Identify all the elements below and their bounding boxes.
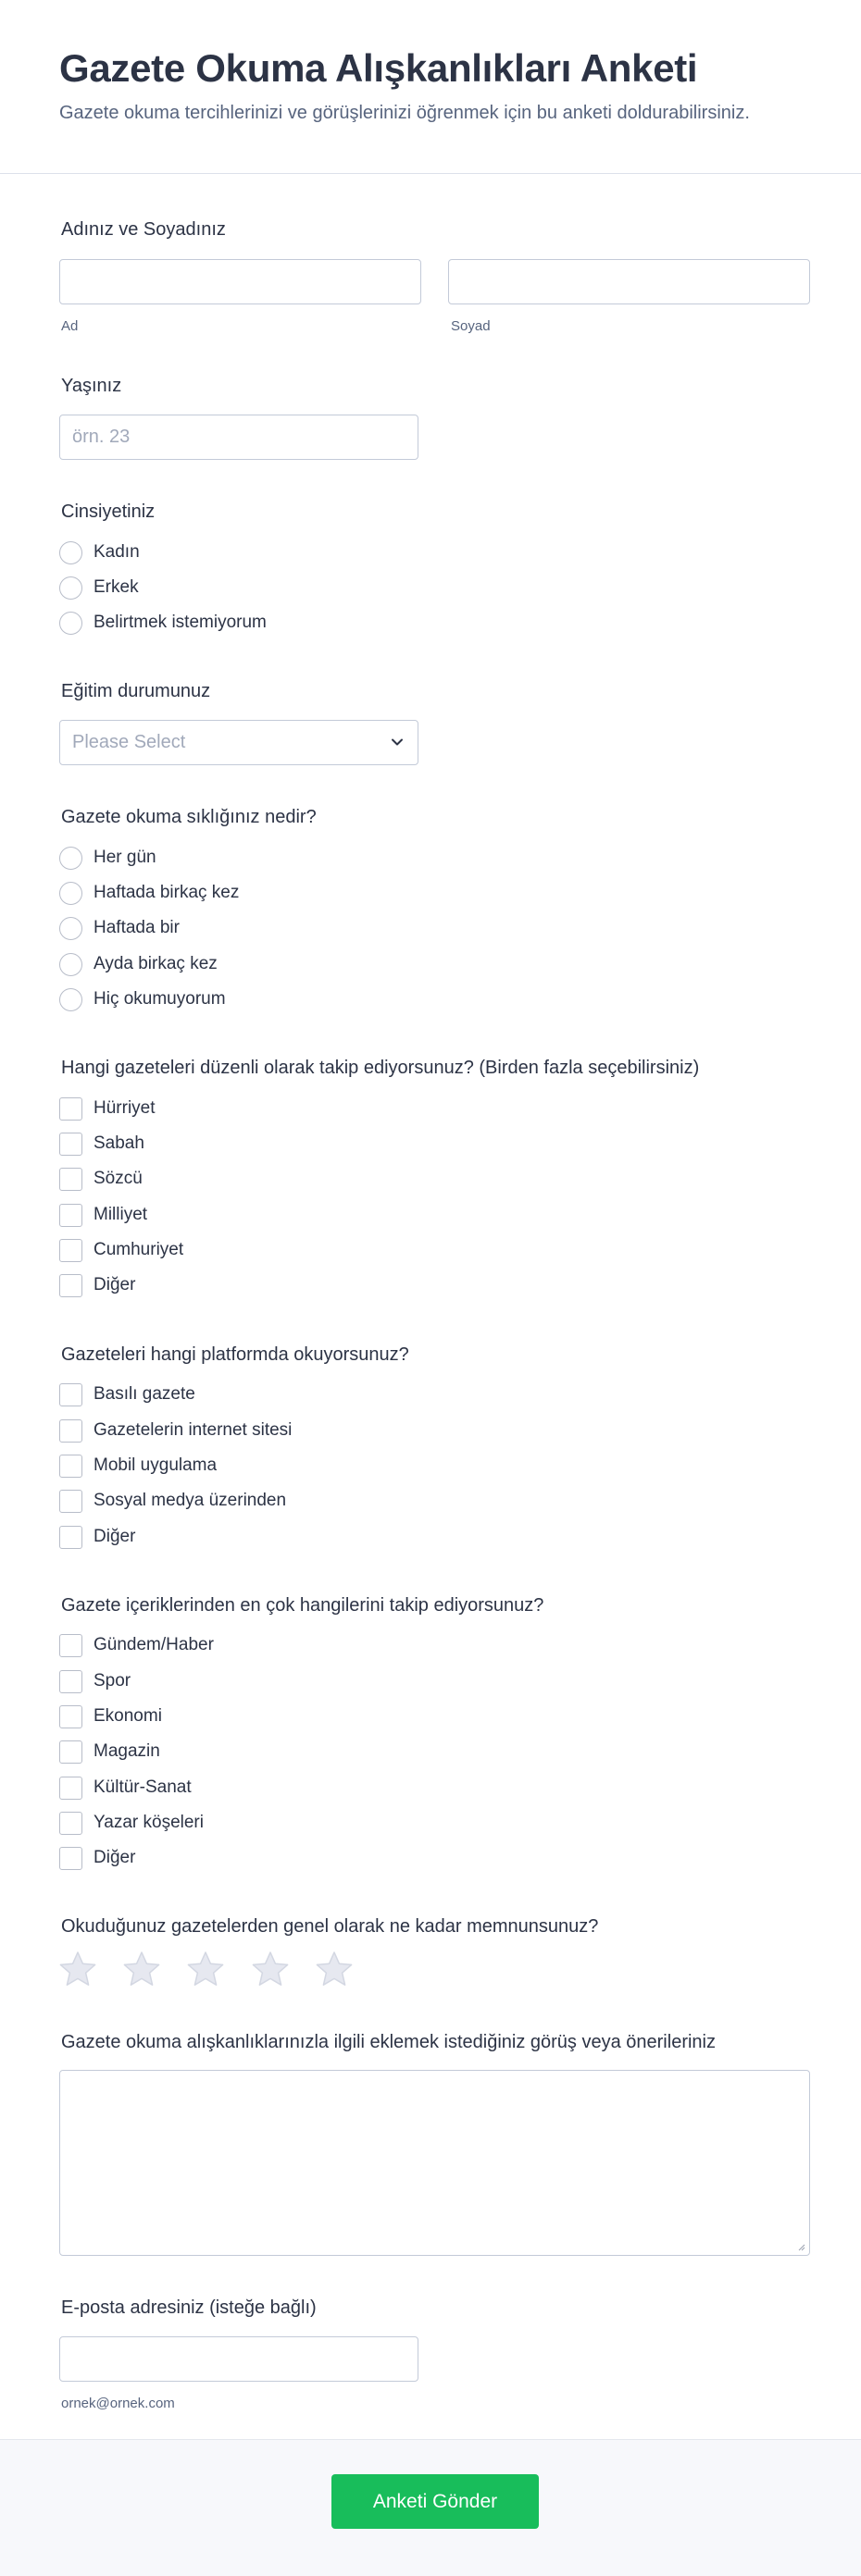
option-label: Basılı gazete [94,1384,195,1404]
option-label: Kültür-Sanat [94,1777,192,1797]
checkbox[interactable] [59,1777,82,1800]
option-label: Sosyal medya üzerinden [94,1491,287,1510]
option-label: Kadın [94,542,140,562]
checkbox[interactable] [59,1097,82,1121]
radio-button[interactable] [59,847,82,870]
checkbox[interactable] [59,1847,82,1870]
age-input[interactable] [59,415,418,460]
option-label: Mobil uygulama [94,1455,218,1475]
option-label: Gazetelerin internet sitesi [94,1420,293,1440]
checkbox[interactable] [59,1812,82,1835]
option-label: Hiç okumuyorum [94,989,226,1009]
form-subtitle: Gazete okuma tercihlerinizi ve görüşlerinizi öğrenmek için bu anketi doldurabilirsiniz. [59,103,750,123]
star-icon[interactable] [315,1951,354,1988]
checkbox[interactable] [59,1634,82,1657]
last-name-sublabel: Soyad [451,318,491,334]
checkbox[interactable] [59,1419,82,1443]
education-select[interactable] [59,720,418,765]
option-label: Sabah [94,1133,144,1153]
radio-button[interactable] [59,612,82,635]
checkbox[interactable] [59,1204,82,1227]
star-icon[interactable] [251,1951,290,1988]
option-label: Ayda birkaç kez [94,954,218,973]
age-label: Yaşınız [61,376,122,396]
checkbox[interactable] [59,1526,82,1549]
checkbox[interactable] [59,1133,82,1156]
email-sublabel: ornek@ornek.com [61,2396,175,2411]
checkbox[interactable] [59,1239,82,1262]
newspapers-label: Hangi gazeteleri düzenli olarak takip ediyorsunuz? (Birden fazla seçebilirsiniz) [61,1058,700,1078]
radio-button[interactable] [59,882,82,905]
email-input[interactable] [59,2336,418,2382]
radio-button[interactable] [59,988,82,1011]
star-icon[interactable] [122,1951,161,1988]
platform-label: Gazeteleri hangi platformda okuyorsunuz? [61,1344,409,1365]
option-label: Haftada birkaç kez [94,883,240,902]
option-label: Belirtmek istemiyorum [94,613,267,632]
form-footer [0,2439,861,2576]
option-label: Milliyet [94,1205,148,1224]
last-name-input[interactable] [448,259,810,304]
option-label: Erkek [94,577,139,597]
star-icon[interactable] [58,1951,97,1988]
age-placeholder: örn. 23 [72,427,131,447]
radio-button[interactable] [59,541,82,564]
option-label: Diğer [94,1527,136,1546]
option-label: Sözcü [94,1169,143,1188]
form-header [0,0,861,174]
education-label: Eğitim durumunuz [61,681,211,701]
option-label: Spor [94,1671,131,1690]
option-label: Haftada bir [94,918,180,937]
option-label: Yazar köşeleri [94,1813,204,1832]
checkbox[interactable] [59,1274,82,1297]
chevron-down-icon [388,733,406,751]
email-label: E-posta adresiniz (isteğe bağlı) [61,2297,317,2318]
content-label: Gazete içeriklerinden en çok hangilerini takip ediyorsunuz? [61,1595,544,1616]
comments-textarea[interactable] [59,2070,810,2256]
resize-handle-icon[interactable] [796,2242,805,2251]
checkbox[interactable] [59,1740,82,1764]
checkbox[interactable] [59,1490,82,1513]
option-label: Hürriyet [94,1098,156,1118]
submit-button[interactable]: Anketi Gönder [331,2474,539,2529]
radio-button[interactable] [59,576,82,600]
option-label: Gündem/Haber [94,1635,214,1654]
comments-label: Gazete okuma alışkanlıklarınızla ilgili eklemek istediğiniz görüş veya önerileriniz [61,2032,716,2052]
option-label: Her gün [94,848,156,867]
gender-label: Cinsiyetiniz [61,502,156,522]
option-label: Ekonomi [94,1706,162,1726]
radio-button[interactable] [59,917,82,940]
radio-button[interactable] [59,953,82,976]
checkbox[interactable] [59,1168,82,1191]
frequency-label: Gazete okuma sıklığınız nedir? [61,807,317,827]
name-label: Adınız ve Soyadınız [61,219,226,240]
first-name-sublabel: Ad [61,318,79,334]
checkbox[interactable] [59,1383,82,1406]
checkbox[interactable] [59,1670,82,1693]
star-icon[interactable] [186,1951,225,1988]
option-label: Magazin [94,1741,160,1761]
option-label: Diğer [94,1275,136,1294]
satisfaction-label: Okuduğunuz gazetelerden genel olarak ne kadar memnunsunuz? [61,1916,599,1937]
option-label: Diğer [94,1848,136,1867]
checkbox[interactable] [59,1455,82,1478]
checkbox[interactable] [59,1705,82,1728]
form-title: Gazete Okuma Alışkanlıkları Anketi [59,46,698,90]
option-label: Cumhuriyet [94,1240,184,1259]
first-name-input[interactable] [59,259,421,304]
education-select-value: Please Select [72,732,186,752]
